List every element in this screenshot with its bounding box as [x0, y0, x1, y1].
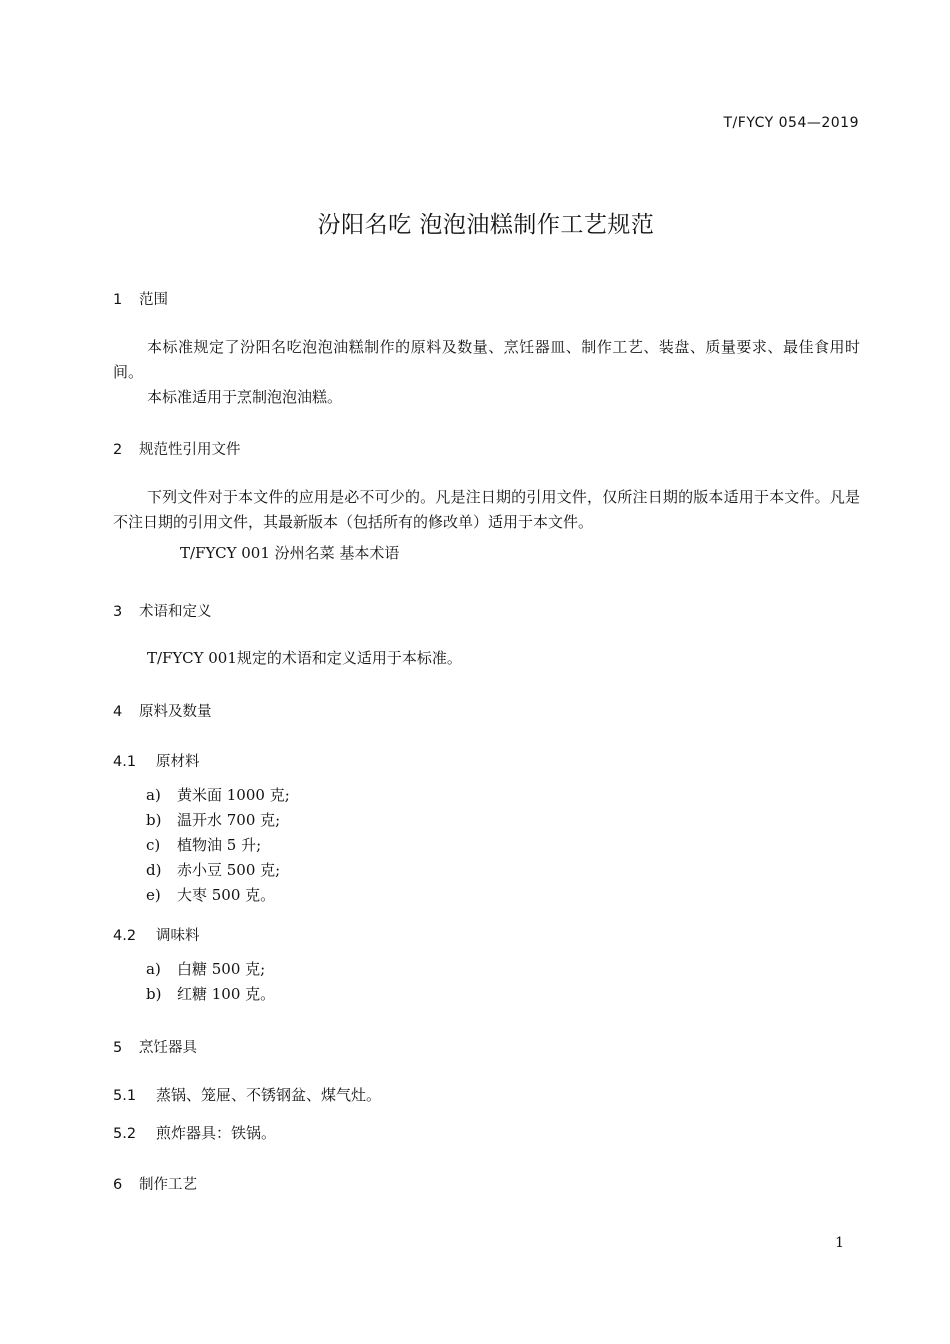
clause-text: 煎炸器具：铁锅。 [156, 1124, 277, 1142]
list-marker: a) [146, 786, 161, 804]
list-text: 黄米面 1000 克; [177, 786, 290, 804]
section-number: 4 [113, 704, 123, 720]
list-item [146, 858, 290, 883]
list-item [146, 808, 290, 833]
subsection-number: 4.1 [113, 754, 137, 770]
list-item [146, 957, 275, 982]
section-number: 6 [113, 1177, 123, 1193]
list-item [146, 883, 290, 908]
subsection-4-2-heading [113, 924, 200, 945]
list-item [146, 982, 275, 1007]
list-marker: c) [146, 836, 161, 854]
clause-5-2 [113, 1122, 276, 1143]
clause-5-1 [113, 1084, 381, 1105]
subsection-4-1-heading [113, 750, 200, 771]
section-title: 制作工艺 [139, 1177, 197, 1193]
list-text: 植物油 5 升; [177, 836, 262, 854]
section-2-paragraph: 下列文件对于本文件的应用是必不可少的。凡是注日期的引用文件，仅所注日期的版本适用于本文件。凡是不注日期的引用文件，其最新版本（包括所有的修改单）适用于本文件。 [113, 488, 860, 531]
list-marker: d) [146, 861, 162, 879]
section-number: 2 [113, 442, 123, 458]
list-marker: b) [146, 985, 162, 1003]
section-title: 规范性引用文件 [139, 442, 241, 458]
subsection-title: 调味料 [156, 928, 200, 944]
subsection-title: 原材料 [156, 754, 200, 770]
list-text: 红糖 100 克。 [177, 985, 276, 1003]
normative-reference: T/FYCY 001 汾州名菜 基本术语 [180, 544, 400, 562]
subsection-number: 4.2 [113, 928, 137, 944]
section-3-paragraph: T/FYCY 001规定的术语和定义适用于本标准。 [147, 649, 462, 667]
list-text: 温开水 700 克; [177, 811, 281, 829]
clause-text: 蒸锅、笼屉、不锈钢盆、煤气灶。 [156, 1086, 382, 1104]
section-title: 烹饪器具 [139, 1040, 197, 1056]
section-title: 原料及数量 [139, 704, 212, 720]
section-6-heading [113, 1173, 197, 1194]
section-1-paragraph-2: 本标准适用于烹制泡泡油糕。 [147, 388, 343, 406]
list-marker: e) [146, 886, 161, 904]
list-marker: b) [146, 811, 162, 829]
document-code: T/FYCY 054—2019 [723, 115, 859, 131]
section-3-heading [113, 600, 212, 621]
clause-number: 5.1 [113, 1088, 137, 1104]
list-item [146, 833, 290, 858]
section-number: 1 [113, 292, 123, 308]
document-title: 汾阳名吃 泡泡油糕制作工艺规范 [317, 212, 655, 238]
section-5-heading [113, 1036, 197, 1057]
list-marker: a) [146, 960, 161, 978]
section-4-heading [113, 700, 212, 721]
list-text: 大枣 500 克。 [177, 886, 276, 904]
section-1-paragraph-1: 本标准规定了汾阳名吃泡泡油糕制作的原料及数量、烹饪器皿、制作工艺、装盘、质量要求、最佳食用时间。 [113, 338, 860, 381]
clause-number: 5.2 [113, 1126, 137, 1142]
list-text: 白糖 500 克; [177, 960, 266, 978]
section-title: 术语和定义 [139, 604, 212, 620]
raw-materials-list [146, 783, 290, 908]
section-1-heading [113, 288, 168, 309]
list-item [146, 783, 290, 808]
list-text: 赤小豆 500 克; [177, 861, 281, 879]
section-2-heading [113, 438, 241, 459]
section-title: 范围 [139, 292, 168, 308]
section-number: 3 [113, 604, 123, 620]
seasoning-list [146, 957, 275, 1007]
section-number: 5 [113, 1040, 123, 1056]
page-number: 1 [835, 1235, 844, 1251]
